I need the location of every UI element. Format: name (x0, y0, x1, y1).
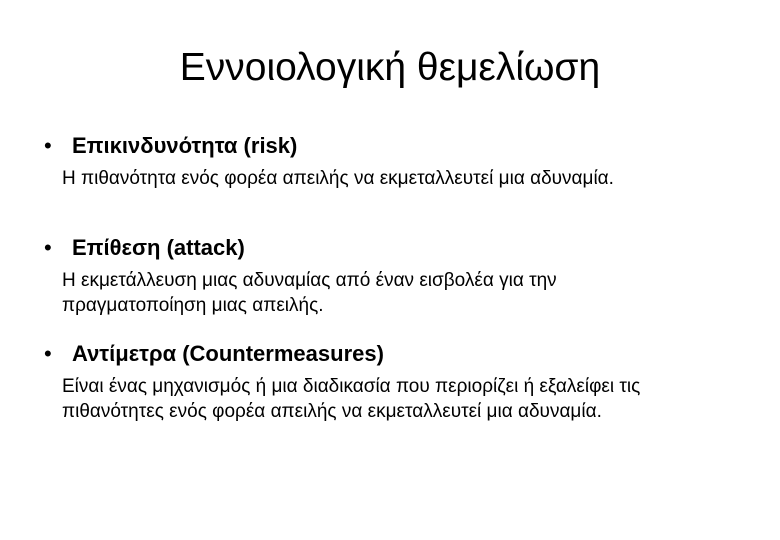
term-heading: Επικινδυνότητα (risk) (72, 133, 298, 158)
bullet-icon: • (44, 133, 52, 158)
term-heading: Επίθεση (attack) (72, 235, 245, 260)
list-item-attack (44, 234, 746, 318)
bullet-icon: • (44, 341, 52, 366)
list-item-countermeasures (44, 340, 746, 424)
list-item-risk (44, 132, 746, 191)
bullet-row (44, 132, 746, 160)
term-heading: Αντίμετρα (Countermeasures) (72, 341, 384, 366)
bullet-row (44, 234, 746, 262)
term-description: Η εκμετάλλευση μιας αδυναμίας από έναν εισβολέα για την πραγματοποίηση μιας απειλής. (62, 270, 557, 316)
slide-title: Εννοιολογική θεμελίωση (179, 46, 601, 89)
term-description: Η πιθανότητα ενός φορέα απειλής να εκμεταλλευτεί μια αδυναμία. (62, 168, 614, 189)
bullet-icon: • (44, 235, 52, 260)
term-description: Είναι ένας μηχανισμός ή μια διαδικασία που περιορίζει ή εξαλείφει τις πιθανότητες ενός φορέα απειλής να εκμεταλλευτεί μια αδυναμία. (62, 376, 641, 422)
bullet-row (44, 340, 746, 368)
